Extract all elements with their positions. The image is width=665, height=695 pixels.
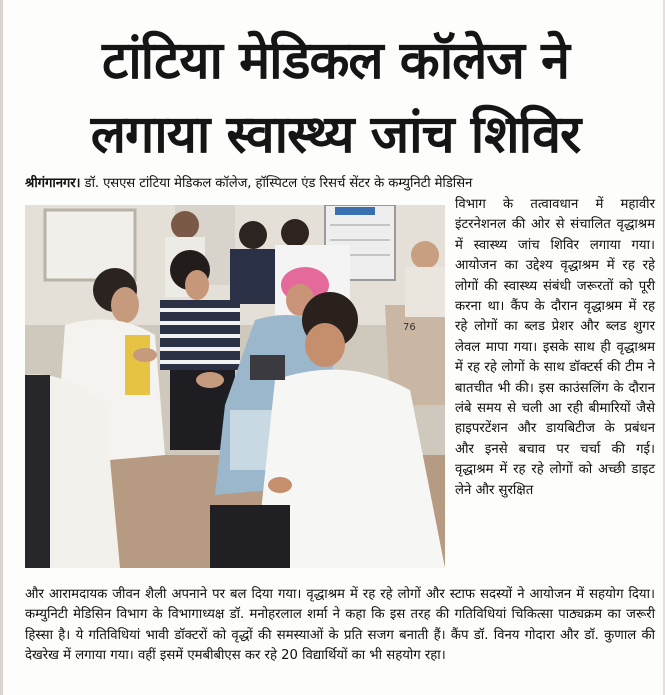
news-photo <box>25 205 445 568</box>
lead-text: डॉ. एसएस टांटिया मेडिकल कॉलेज, हॉस्पिटल एंड रिसर्च सेंटर के कम्युनिटी मेडिसिन <box>80 176 473 191</box>
dateline: श्रीगंगानगर। <box>25 176 81 191</box>
headline <box>13 23 658 173</box>
article-bottom-paragraph: और आरामदायक जीवन शैली अपनाने पर बल दिया गया। वृद्धाश्रम में रह रहे लोगों और स्टाफ सदस्यों ने आयोजन में सहयोग दिया। कम्युनिटी मेडिसिन विभाग के विभागाध्यक्ष डॉ. मनोहरलाल शर्मा ने कहा कि इस तरह की गतिविधियां चिकित्सा पाठ्यक्रम का जरूरी हिस्सा है। ये गतिविधियां भावी डॉक्टरों को वृद्धों की समस्याओं के प्रति सजग बनाती हैं। कैंप डॉ. विनय गोदारा और डॉ. कुणाल की देखरेख में लगाया गया। वहीं इसमें एमबीबीएस कर रहे 20 विद्यार्थियों का भी सहयोग रहा। <box>25 587 655 664</box>
chair-number: 76 <box>403 322 416 333</box>
headline-line-1: टांटिया मेडिकल कॉलेज ने <box>102 31 569 92</box>
article-side-column: विभाग के तत्वावधान में महावीर इंटरनेशनल की ओर से संचालित वृद्धाश्रम में स्वास्थ्य जांच शिविर लगाया गया। आयोजन का उद्देश्य वृद्धाश्रम में रह रहे लोगों की स्वास्थ्य संबंधी जरूरतों को पूरी करना था। कैंप के दौरान वृद्धाश्रम में रह रहे लोगों का ब्लड प्रेशर और ब्लड शुगर लेवल मापा गया। इसके साथ ही वृद्धाश्रम में रह रहे लोगों के साथ डॉक्टर्स की टीम ने बातचीत भी की। इस काउंसलिंग के दौरान लंबे समय से चली आ रही बीमारियों जैसे हाइपरटेंशन और डायबिटीज के प्रबंधन और इनसे बचाव पर चर्चा की गई। वृद्धाश्रम में रह रहे लोगों को अच्छी डाइट लेने और सुरक्षित <box>455 197 655 498</box>
headline-line-2: लगाया स्वास्थ्य जांच शिविर <box>90 105 581 166</box>
article-lead-line <box>25 174 655 194</box>
